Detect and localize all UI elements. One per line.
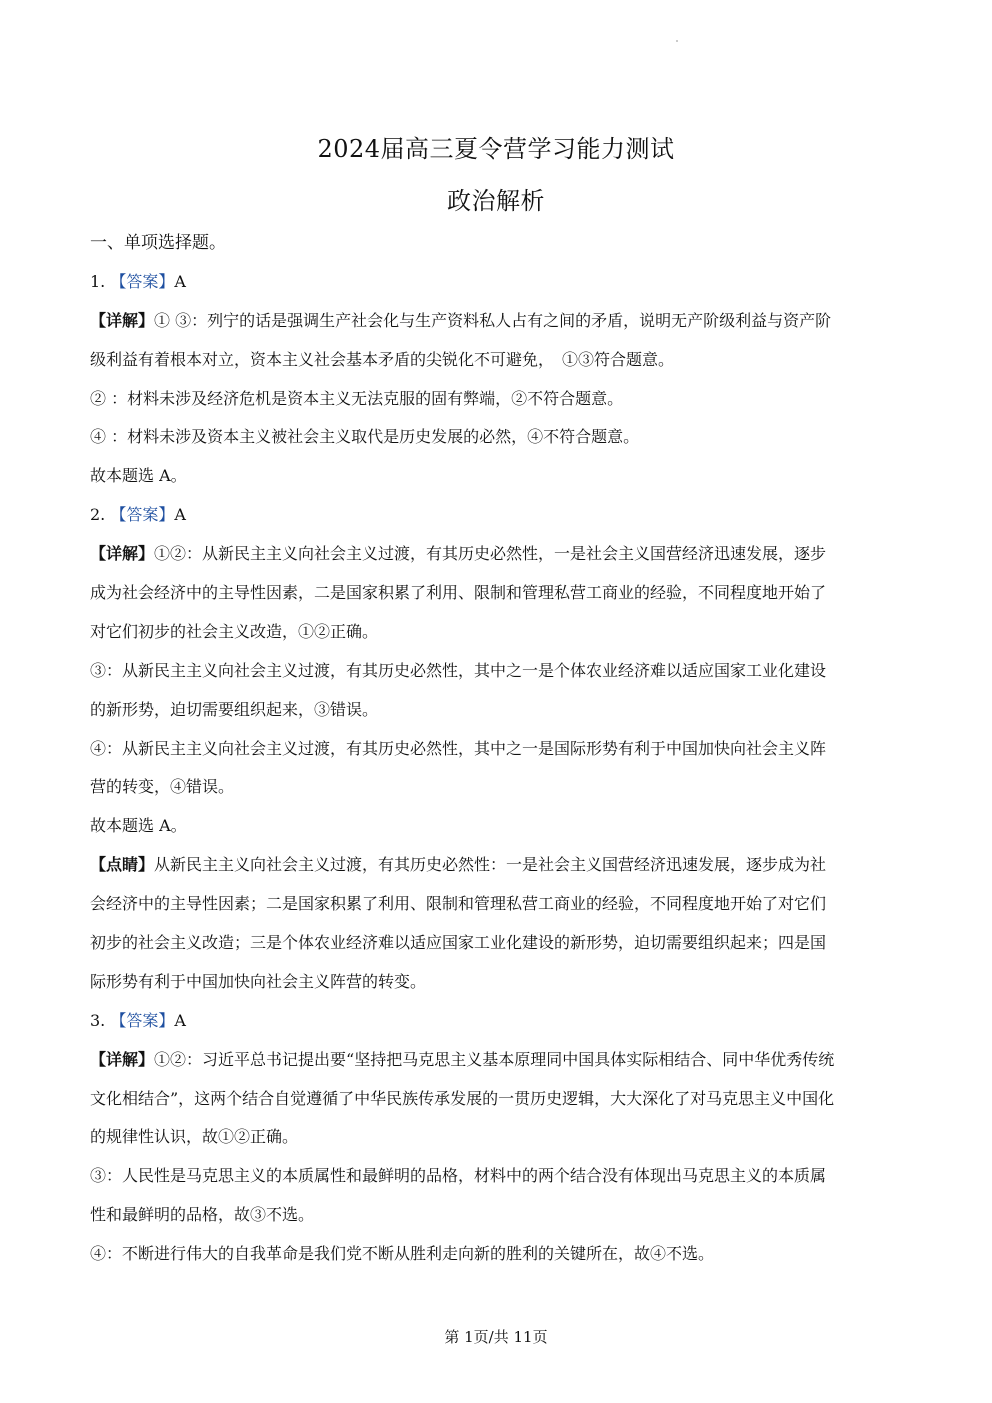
page-footer: 第 1页/共 11页 [444,1328,548,1346]
explanation-text: 成为社会经济中的主导性因素，二是国家积累了利用、限制和管理私营工商业的经验，不同程度地开始了 [90,583,827,603]
explanation-text: ① ③：列宁的话是强调生产社会化与生产资料私人占有之间的矛盾，说明无产阶级利益与资产阶 [154,310,832,330]
explanation-line [90,580,902,619]
explanation-line [90,619,902,658]
explanation-text: 文化相结合”，这两个结合自觉遵循了中华民族传承发展的一贯历史逻辑，大大深化了对马克思主义中国化 [90,1088,835,1108]
explanation-line [90,424,902,463]
explanation-text: 初步的社会主义改造；三是个体农业经济难以适应国家工业化建设的新形势，迫切需要组织起来；四是国 [90,933,827,953]
explanation-line [90,1202,902,1241]
explanation-text: ①②：习近平总书记提出要“坚持把马克思主义基本原理同中国具体实际相结合、同中华优秀传统 [154,1049,835,1069]
explanation-text: ③：人民性是马克思主义的本质属性和最鲜明的品格，材料中的两个结合没有体现出马克思主义的本质属 [90,1166,827,1186]
explanation-line [90,541,902,580]
question-number: 1. [90,271,111,291]
explanation-text: 级利益有着根本对立，资本主义社会基本矛盾的尖锐化不可避免， ①③符合题意。 [90,349,675,369]
explanation-line [90,386,902,425]
scan-speck [676,40,678,42]
explanation-line [90,969,902,1008]
explanation-line [90,1163,902,1202]
document-body [90,230,902,1280]
answer-value: A [174,271,186,291]
explanation-text: 故本题选 A。 [90,816,187,836]
explanation-line [90,1086,902,1125]
section-heading: 一、单项选择题。 [90,233,226,253]
answer-label: 【答案】 [110,1010,175,1030]
explanation-text: ② ：材料未涉及经济危机是资本主义无法克服的固有弊端，②不符合题意。 [90,388,624,408]
answer-value: A [174,1010,186,1030]
explanation-text: 的规律性认识，故①②正确。 [90,1127,299,1147]
explanation-line [90,852,902,891]
answer-value: A [174,505,186,525]
explanation-text: 从新民主主义向社会主义过渡，有其历史必然性：一是社会主义国营经济迅速发展，逐步成为社 [154,855,827,875]
explanation-tag: 【详解】 [90,310,155,330]
explanation-text: 故本题选 A。 [90,466,187,486]
explanation-line [90,308,902,347]
explanation-text: ④ ：材料未涉及资本主义被社会主义取代是历史发展的必然，④不符合题意。 [90,427,640,447]
explanation-line [90,813,902,852]
explanation-line [90,1047,902,1086]
explanation-line [90,463,902,502]
explanation-line [90,891,902,930]
explanation-text: 的新形势，迫切需要组织起来，③错误。 [90,699,379,719]
explanation-text: 会经济中的主导性因素；二是国家积累了利用、限制和管理私营工商业的经验，不同程度地开始了对它们 [90,894,827,914]
explanation-line [90,1124,902,1163]
document-title: 2024届高三夏令营学习能力测试 [317,135,675,163]
explanation-text: 际形势有利于中国加快向社会主义阵营的转变。 [90,971,427,991]
explanation-line [90,697,902,736]
question-number: 3. [90,1010,111,1030]
explanation-text: 对它们初步的社会主义改造，①②正确。 [90,621,379,641]
explanation-line [90,930,902,969]
explanation-text: ①②：从新民主主义向社会主义过渡，有其历史必然性，一是社会主义国营经济迅速发展，逐步 [154,544,827,564]
explanation-text: 营的转变，④错误。 [90,777,235,797]
explanation-line [90,1241,902,1280]
explanation-text: ③：从新民主主义向社会主义过渡，有其历史必然性，其中之一是个体农业经济难以适应国家工业化建设 [90,660,827,680]
question-number: 2. [90,505,111,525]
question-answer-line [90,269,902,308]
explanation-tag: 【详解】 [90,544,155,564]
explanation-tag: 【点睛】 [90,855,155,875]
answer-label: 【答案】 [110,271,175,291]
explanation-text: ④：不断进行伟大的自我革命是我们党不断从胜利走向新的胜利的关键所在，故④不选。 [90,1244,715,1264]
explanation-line [90,736,902,775]
explanation-line [90,774,902,813]
question-answer-line [90,502,902,541]
explanation-line [90,658,902,697]
explanation-line [90,347,902,386]
document-subtitle: 政治解析 [447,187,545,215]
answer-label: 【答案】 [110,505,175,525]
explanation-text: ④：从新民主主义向社会主义过渡，有其历史必然性，其中之一是国际形势有利于中国加快向社会主义阵 [90,738,827,758]
question-answer-line [90,1008,902,1047]
explanation-tag: 【详解】 [90,1049,155,1069]
explanation-text: 性和最鲜明的品格，故③不选。 [90,1205,315,1225]
